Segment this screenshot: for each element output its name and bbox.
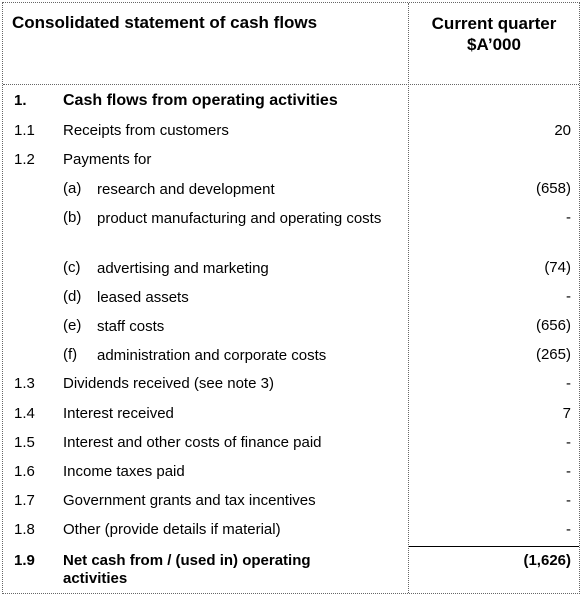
row-number: 1.9 <box>14 552 35 569</box>
row-number: 1.2 <box>14 151 35 168</box>
subrow-letter: (d) <box>63 288 82 305</box>
subrow-letter: (a) <box>63 180 82 197</box>
row-number: 1.6 <box>14 463 35 480</box>
row-value: - <box>566 492 571 509</box>
row-label: Payments for <box>63 151 152 168</box>
row-number: 1.4 <box>14 405 35 422</box>
table-title: Consolidated statement of cash flows <box>12 13 318 32</box>
column-divider <box>408 3 409 593</box>
row-number: 1.7 <box>14 492 35 509</box>
subrow-label: advertising and marketing <box>97 260 269 277</box>
subrow-label: product manufacturing and operating costs <box>97 210 382 227</box>
row-value: - <box>566 209 571 226</box>
row-label: Interest received <box>63 405 174 422</box>
row-number: 1.8 <box>14 521 35 538</box>
row-value: (74) <box>544 259 571 276</box>
row-value: - <box>566 288 571 305</box>
row-value: - <box>566 434 571 451</box>
row-number: 1.5 <box>14 434 35 451</box>
row-label: Cash flows from operating activities <box>63 92 338 109</box>
row-number: 1. <box>14 92 27 109</box>
row-value: (265) <box>535 346 571 363</box>
row-value: - <box>566 375 571 392</box>
row-value: 7 <box>562 405 571 422</box>
row-label: Net cash from / (used in) operating activities <box>63 552 311 587</box>
row-number: 1.1 <box>14 122 35 139</box>
subrow-label: leased assets <box>97 289 189 306</box>
row-label: Income taxes paid <box>63 463 185 480</box>
column-header-line-2: $A’000 <box>467 35 521 54</box>
column-header-line-1: Current quarter <box>431 14 557 33</box>
subrow-label: administration and corporate costs <box>97 347 327 364</box>
subrow-letter: (f) <box>63 346 78 363</box>
row-value: (658) <box>535 180 571 197</box>
subrow-letter: (c) <box>63 259 81 276</box>
row-label: Dividends received (see note 3) <box>63 375 274 392</box>
row-label: Government grants and tax incentives <box>63 492 316 509</box>
cash-flow-statement-table <box>2 2 580 594</box>
row-value: - <box>566 463 571 480</box>
row-label: Other (provide details if material) <box>63 521 281 538</box>
subrow-label: research and development <box>97 181 275 198</box>
subrow-label: staff costs <box>97 318 165 335</box>
header-separator <box>3 84 579 85</box>
row-label: Interest and other costs of finance paid <box>63 434 322 451</box>
row-value: (656) <box>535 317 571 334</box>
row-value: 20 <box>554 122 571 139</box>
subrow-letter: (b) <box>63 209 82 226</box>
column-header <box>409 13 579 55</box>
row-number: 1.3 <box>14 375 35 392</box>
row-label: Receipts from customers <box>63 122 229 139</box>
row-value: (1,626) <box>523 552 571 569</box>
subrow-letter: (e) <box>63 317 82 334</box>
row-value: - <box>566 521 571 538</box>
